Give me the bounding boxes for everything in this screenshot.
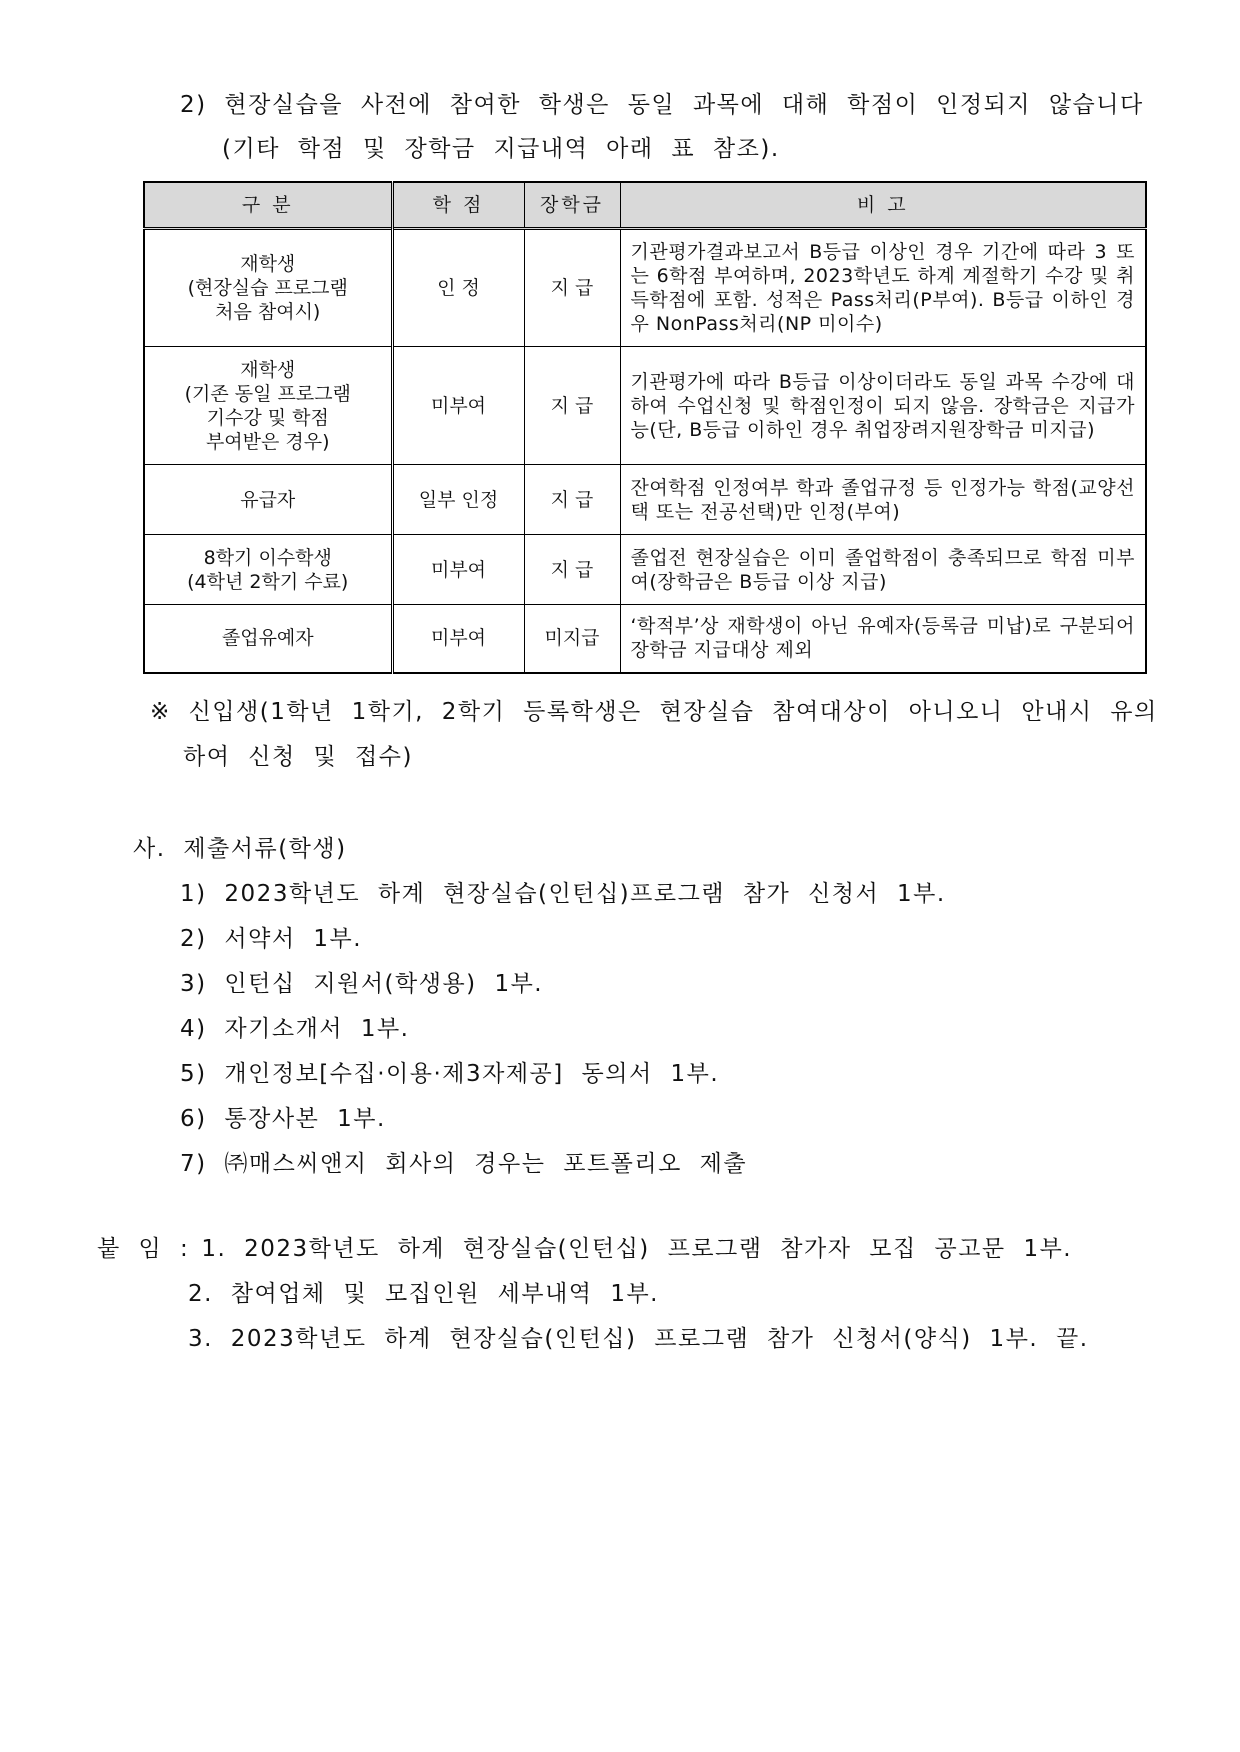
table-row: [144, 535, 1146, 605]
row-scholarship: 지 급: [524, 465, 620, 535]
document-item: 1) 2023학년도 하계 현장실습(인턴십)프로그램 참가 신청서 1부.: [180, 881, 946, 907]
header-credit: 학 점: [392, 182, 524, 229]
freshman-notice-line-1: ※ 신입생(1학년 1학기, 2학기 등록학생은 현장실습 참여대상이 아니오니 안내시 유의: [150, 699, 1158, 725]
credit-scholarship-table: [143, 181, 1147, 674]
row-credit: 미부여: [392, 535, 524, 605]
table-row: [144, 605, 1146, 673]
row-scholarship: 지 급: [524, 347, 620, 465]
row-note: ‘학적부’상 재학생이 아닌 유예자(등록금 미납)로 구분되어 장학금 지급대상 제외: [620, 605, 1146, 673]
document-item: 2) 서약서 1부.: [180, 926, 363, 952]
document-item: 3) 인턴십 지원서(학생용) 1부.: [180, 971, 544, 997]
document-item: 7) ㈜매스씨앤지 회사의 경우는 포트폴리오 제출: [180, 1151, 748, 1177]
table-row: [144, 465, 1146, 535]
row-category: 8학기 이수학생 (4학년 2학기 수료): [144, 535, 392, 605]
intro-line-1: 2) 현장실습을 사전에 참여한 학생은 동일 과목에 대해 학점이 인정되지 않습니다: [180, 92, 1144, 118]
row-note: 기관평가에 따라 B등급 이상이더라도 동일 과목 수강에 대하여 수업신청 및 학점인정이 되지 않음. 장학금은 지급가능(단, B등급 이하인 경우 취업장려지원장학금 미지급): [620, 347, 1146, 465]
table-header-row: [144, 182, 1146, 229]
table-row: [144, 347, 1146, 465]
row-credit: 인 정: [392, 229, 524, 347]
document-item: 5) 개인정보[수집·이용·제3자제공] 동의서 1부.: [180, 1061, 720, 1087]
row-category: 재학생 (기존 동일 프로그램 기수강 및 학점 부여받은 경우): [144, 347, 392, 465]
row-category: 재학생 (현장실습 프로그램 처음 참여시): [144, 229, 392, 347]
attachments-label: 붙 임 :: [97, 1236, 190, 1262]
row-category: 졸업유예자: [144, 605, 392, 673]
intro-line-2: (기타 학점 및 장학금 지급내역 아래 표 참조).: [222, 136, 780, 162]
row-credit: 미부여: [392, 347, 524, 465]
attachment-item: 3. 2023학년도 하계 현장실습(인턴십) 프로그램 참가 신청서(양식) 1부. 끝.: [188, 1326, 1089, 1352]
freshman-notice-line-2: 하여 신청 및 접수): [183, 744, 413, 770]
document-item: 4) 자기소개서 1부.: [180, 1016, 410, 1042]
table-row: [144, 229, 1146, 347]
row-scholarship: 지 급: [524, 535, 620, 605]
header-note: 비 고: [620, 182, 1146, 229]
row-note: 기관평가결과보고서 B등급 이상인 경우 기간에 따라 3 또는 6학점 부여하며, 2023학년도 하계 계절학기 수강 및 취득학점에 포함. 성적은 Pass처리(P부여). B등급 이하인 경우 NonPass처리(NP 미이수): [620, 229, 1146, 347]
row-credit: 일부 인정: [392, 465, 524, 535]
attachment-item: 1. 2023학년도 하계 현장실습(인턴십) 프로그램 참가자 모집 공고문 1부.: [201, 1236, 1073, 1262]
row-category: 유급자: [144, 465, 392, 535]
row-scholarship: 지 급: [524, 229, 620, 347]
row-note: 졸업전 현장실습은 이미 졸업학점이 충족되므로 학점 미부여(장학금은 B등급 이상 지급): [620, 535, 1146, 605]
row-note: 잔여학점 인정여부 학과 졸업규정 등 인정가능 학점(교양선택 또는 전공선택)만 인정(부여): [620, 465, 1146, 535]
attachment-item: 2. 참여업체 및 모집인원 세부내역 1부.: [188, 1281, 659, 1307]
header-scholarship: 장학금: [524, 182, 620, 229]
header-category: 구 분: [144, 182, 392, 229]
document-item: 6) 통장사본 1부.: [180, 1106, 386, 1132]
documents-section-title: 사. 제출서류(학생): [133, 836, 347, 862]
row-credit: 미부여: [392, 605, 524, 673]
row-scholarship: 미지급: [524, 605, 620, 673]
